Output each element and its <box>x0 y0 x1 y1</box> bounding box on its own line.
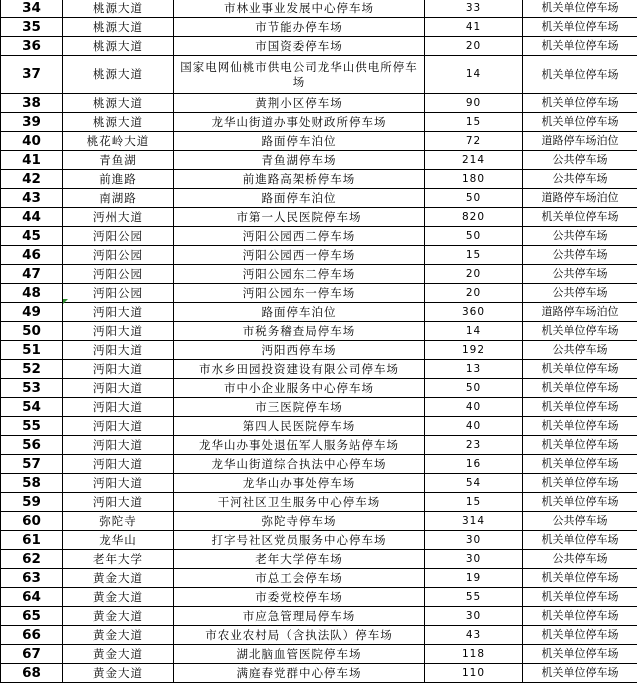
row-number-cell[interactable]: 51 <box>1 341 63 360</box>
parking-type-cell[interactable]: 公共停车场 <box>523 341 637 360</box>
road-cell[interactable]: 沔阳大道 <box>63 436 174 455</box>
road-cell[interactable]: 沔阳大道 <box>63 417 174 436</box>
parking-name-cell[interactable]: 干河社区卫生服务中心停车场 <box>174 493 425 512</box>
road-cell[interactable]: 沔阳公园 <box>63 246 174 265</box>
parking-type-cell[interactable]: 机关单位停车场 <box>523 569 637 588</box>
space-count-cell[interactable]: 214 <box>425 151 523 170</box>
parking-type-cell[interactable]: 机关单位停车场 <box>523 113 637 132</box>
row-number-cell[interactable]: 64 <box>1 588 63 607</box>
table-row <box>1 341 637 360</box>
row-number-cell[interactable]: 42 <box>1 170 63 189</box>
parking-name-cell[interactable]: 路面停车泊位 <box>174 132 425 151</box>
parking-type-cell[interactable]: 机关单位停车场 <box>523 645 637 664</box>
row-number-cell[interactable]: 50 <box>1 322 63 341</box>
road-cell[interactable]: 龙华山 <box>63 531 174 550</box>
row-number-cell[interactable]: 52 <box>1 360 63 379</box>
table-row <box>1 436 637 455</box>
parking-type-cell[interactable]: 机关单位停车场 <box>523 360 637 379</box>
row-number-cell[interactable]: 37 <box>1 56 63 94</box>
row-number-cell[interactable]: 56 <box>1 436 63 455</box>
row-number-cell[interactable]: 60 <box>1 512 63 531</box>
road-cell[interactable]: 黄金大道 <box>63 626 174 645</box>
table-row <box>1 170 637 189</box>
row-number-cell[interactable]: 49 <box>1 303 63 322</box>
row-number-cell[interactable]: 61 <box>1 531 63 550</box>
space-count-cell[interactable]: 180 <box>425 170 523 189</box>
space-count-cell[interactable]: 50 <box>425 189 523 208</box>
table-row <box>1 208 637 227</box>
row-number-cell[interactable]: 63 <box>1 569 63 588</box>
parking-name-cell[interactable]: 沔阳西停车场 <box>174 341 425 360</box>
space-count-cell[interactable]: 40 <box>425 417 523 436</box>
parking-type-cell[interactable]: 机关单位停车场 <box>523 436 637 455</box>
table-row <box>1 379 637 398</box>
table-row <box>1 113 637 132</box>
parking-name-cell[interactable]: 市农业农村局（含执法队）停车场 <box>174 626 425 645</box>
space-count-cell[interactable]: 23 <box>425 436 523 455</box>
table-row <box>1 493 637 512</box>
road-cell[interactable]: 沔阳公园 <box>63 284 174 303</box>
parking-name-cell[interactable]: 沔阳公园东一停车场 <box>174 284 425 303</box>
parking-name-cell[interactable]: 打字号社区党员服务中心停车场 <box>174 531 425 550</box>
row-number-cell[interactable]: 65 <box>1 607 63 626</box>
road-cell[interactable]: 沔阳大道 <box>63 398 174 417</box>
table-row <box>1 664 637 683</box>
parking-name-cell[interactable]: 市节能办停车场 <box>174 18 425 37</box>
parking-name-cell[interactable]: 市国资委停车场 <box>174 37 425 56</box>
road-cell[interactable]: 弥陀寺 <box>63 512 174 531</box>
parking-name-cell[interactable]: 龙华山街道办事处财政所停车场 <box>174 113 425 132</box>
table-row <box>1 607 637 626</box>
parking-type-cell[interactable]: 机关单位停车场 <box>523 398 637 417</box>
road-cell[interactable]: 南湖路 <box>63 189 174 208</box>
space-count-cell[interactable]: 20 <box>425 265 523 284</box>
road-cell[interactable]: 桃源大道 <box>63 0 174 18</box>
row-number-cell[interactable]: 44 <box>1 208 63 227</box>
parking-name-cell[interactable]: 弥陀寺停车场 <box>174 512 425 531</box>
road-cell[interactable]: 黄金大道 <box>63 569 174 588</box>
parking-name-cell[interactable]: 沔阳公园西一停车场 <box>174 246 425 265</box>
table-row <box>1 531 637 550</box>
table-row <box>1 512 637 531</box>
parking-name-cell[interactable]: 第四人民医院停车场 <box>174 417 425 436</box>
parking-name-cell[interactable]: 市三医院停车场 <box>174 398 425 417</box>
space-count-cell[interactable]: 20 <box>425 37 523 56</box>
table-row <box>1 56 637 94</box>
row-number-cell[interactable]: 41 <box>1 151 63 170</box>
parking-type-cell[interactable]: 机关单位停车场 <box>523 94 637 113</box>
table-row <box>1 18 637 37</box>
table-row <box>1 0 637 18</box>
parking-type-cell[interactable]: 公共停车场 <box>523 512 637 531</box>
road-cell[interactable]: 老年大学 <box>63 550 174 569</box>
parking-type-cell[interactable]: 道路停车场泊位 <box>523 132 637 151</box>
road-cell[interactable]: 桃源大道 <box>63 94 174 113</box>
parking-type-cell[interactable]: 机关单位停车场 <box>523 18 637 37</box>
parking-type-cell[interactable]: 机关单位停车场 <box>523 37 637 56</box>
road-cell[interactable]: 桃花岭大道 <box>63 132 174 151</box>
parking-type-cell[interactable]: 机关单位停车场 <box>523 208 637 227</box>
table-row <box>1 550 637 569</box>
parking-type-cell[interactable]: 机关单位停车场 <box>523 531 637 550</box>
parking-type-cell[interactable]: 机关单位停车场 <box>523 56 637 94</box>
space-count-cell[interactable]: 40 <box>425 398 523 417</box>
road-cell[interactable]: 沔阳大道 <box>63 474 174 493</box>
parking-type-cell[interactable]: 道路停车场泊位 <box>523 303 637 322</box>
space-count-cell[interactable]: 820 <box>425 208 523 227</box>
road-cell[interactable]: 桃源大道 <box>63 18 174 37</box>
parking-type-cell[interactable]: 公共停车场 <box>523 170 637 189</box>
table-row <box>1 626 637 645</box>
parking-type-cell[interactable]: 机关单位停车场 <box>523 588 637 607</box>
parking-type-cell[interactable]: 公共停车场 <box>523 227 637 246</box>
row-number-cell[interactable]: 47 <box>1 265 63 284</box>
row-number-cell[interactable]: 59 <box>1 493 63 512</box>
row-number-cell[interactable]: 35 <box>1 18 63 37</box>
space-count-cell[interactable]: 20 <box>425 284 523 303</box>
table-row <box>1 588 637 607</box>
parking-type-cell[interactable]: 机关单位停车场 <box>523 664 637 683</box>
table-row <box>1 417 637 436</box>
space-count-cell[interactable]: 30 <box>425 607 523 626</box>
space-count-cell[interactable]: 41 <box>425 18 523 37</box>
cell-comment-marker <box>63 299 68 304</box>
space-count-cell[interactable]: 110 <box>425 664 523 683</box>
road-cell[interactable]: 沔阳公园 <box>63 265 174 284</box>
row-number-cell[interactable]: 48 <box>1 284 63 303</box>
road-cell[interactable]: 沔阳大道 <box>63 455 174 474</box>
table-row <box>1 94 637 113</box>
road-cell[interactable]: 沔阳大道 <box>63 303 174 322</box>
space-count-cell[interactable]: 13 <box>425 360 523 379</box>
parking-type-cell[interactable]: 公共停车场 <box>523 246 637 265</box>
road-cell[interactable]: 黄金大道 <box>63 588 174 607</box>
parking-name-cell[interactable]: 龙华山街道综合执法中心停车场 <box>174 455 425 474</box>
road-cell[interactable]: 桃源大道 <box>63 37 174 56</box>
parking-name-cell[interactable]: 老年大学停车场 <box>174 550 425 569</box>
road-cell[interactable]: 沔州大道 <box>63 208 174 227</box>
parking-name-cell[interactable]: 青鱼湖停车场 <box>174 151 425 170</box>
parking-type-cell[interactable]: 道路停车场泊位 <box>523 189 637 208</box>
row-number-cell[interactable]: 46 <box>1 246 63 265</box>
parking-name-cell[interactable]: 前進路高架桥停车场 <box>174 170 425 189</box>
parking-type-cell[interactable]: 公共停车场 <box>523 284 637 303</box>
road-cell[interactable]: 沔阳大道 <box>63 493 174 512</box>
table-row <box>1 474 637 493</box>
road-cell[interactable]: 桃源大道 <box>63 56 174 94</box>
road-cell[interactable]: 沔阳大道 <box>63 379 174 398</box>
table-row <box>1 360 637 379</box>
space-count-cell[interactable]: 14 <box>425 322 523 341</box>
parking-name-cell[interactable]: 沔阳公园西二停车场 <box>174 227 425 246</box>
space-count-cell[interactable]: 16 <box>425 455 523 474</box>
road-cell[interactable]: 黄金大道 <box>63 664 174 683</box>
parking-name-cell[interactable]: 路面停车泊位 <box>174 303 425 322</box>
row-number-cell[interactable]: 54 <box>1 398 63 417</box>
parking-type-cell[interactable]: 机关单位停车场 <box>523 455 637 474</box>
space-count-cell[interactable]: 19 <box>425 569 523 588</box>
row-number-cell[interactable]: 55 <box>1 417 63 436</box>
road-cell[interactable]: 沔阳公园 <box>63 227 174 246</box>
space-count-cell[interactable]: 118 <box>425 645 523 664</box>
parking-type-cell[interactable]: 公共停车场 <box>523 265 637 284</box>
space-count-cell[interactable]: 33 <box>425 0 523 18</box>
space-count-cell[interactable]: 72 <box>425 132 523 151</box>
space-count-cell[interactable]: 360 <box>425 303 523 322</box>
row-number-cell[interactable]: 39 <box>1 113 63 132</box>
parking-name-cell[interactable]: 龙华山办事处停车场 <box>174 474 425 493</box>
parking-type-cell[interactable]: 机关单位停车场 <box>523 607 637 626</box>
row-number-cell[interactable]: 45 <box>1 227 63 246</box>
row-number-cell[interactable]: 34 <box>1 0 63 18</box>
table-row <box>1 284 637 303</box>
space-count-cell[interactable]: 43 <box>425 626 523 645</box>
parking-type-cell[interactable]: 机关单位停车场 <box>523 417 637 436</box>
parking-name-cell[interactable]: 沔阳公园东二停车场 <box>174 265 425 284</box>
space-count-cell[interactable]: 30 <box>425 531 523 550</box>
parking-name-cell[interactable]: 市林业事业发展中心停车场 <box>174 0 425 18</box>
space-count-cell[interactable]: 15 <box>425 246 523 265</box>
parking-name-cell[interactable]: 黄荆小区停车场 <box>174 94 425 113</box>
parking-name-cell[interactable]: 市应急管理局停车场 <box>174 607 425 626</box>
table-row <box>1 37 637 56</box>
parking-type-cell[interactable]: 机关单位停车场 <box>523 493 637 512</box>
road-cell[interactable]: 前進路 <box>63 170 174 189</box>
parking-name-cell[interactable]: 路面停车泊位 <box>174 189 425 208</box>
parking-type-cell[interactable]: 机关单位停车场 <box>523 626 637 645</box>
table-row <box>1 645 637 664</box>
parking-type-cell[interactable]: 公共停车场 <box>523 550 637 569</box>
parking-name-cell[interactable]: 市中小企业服务中心停车场 <box>174 379 425 398</box>
road-cell[interactable]: 沔阳大道 <box>63 341 174 360</box>
row-number-cell[interactable]: 57 <box>1 455 63 474</box>
parking-name-cell[interactable]: 市税务稽查局停车场 <box>174 322 425 341</box>
table-row <box>1 132 637 151</box>
table-row <box>1 455 637 474</box>
parking-name-cell[interactable]: 市水乡田园投资建设有限公司停车场 <box>174 360 425 379</box>
row-number-cell[interactable]: 66 <box>1 626 63 645</box>
row-number-cell[interactable]: 53 <box>1 379 63 398</box>
space-count-cell[interactable]: 15 <box>425 493 523 512</box>
table-row <box>1 189 637 208</box>
parking-name-cell[interactable]: 满庭春党群中心停车场 <box>174 664 425 683</box>
table-row <box>1 398 637 417</box>
road-cell[interactable]: 黄金大道 <box>63 607 174 626</box>
space-count-cell[interactable]: 50 <box>425 379 523 398</box>
row-number-cell[interactable]: 62 <box>1 550 63 569</box>
space-count-cell[interactable]: 15 <box>425 113 523 132</box>
parking-type-cell[interactable]: 公共停车场 <box>523 151 637 170</box>
parking-name-cell[interactable]: 市委党校停车场 <box>174 588 425 607</box>
row-number-cell[interactable]: 40 <box>1 132 63 151</box>
parking-type-cell[interactable]: 机关单位停车场 <box>523 474 637 493</box>
space-count-cell[interactable]: 90 <box>425 94 523 113</box>
table-row <box>1 227 637 246</box>
road-cell[interactable]: 青鱼湖 <box>63 151 174 170</box>
row-number-cell[interactable]: 58 <box>1 474 63 493</box>
table-row <box>1 151 637 170</box>
table-row <box>1 265 637 284</box>
row-number-cell[interactable]: 36 <box>1 37 63 56</box>
parking-name-cell[interactable]: 国家电网仙桃市供电公司龙华山供电所停车场 <box>174 56 425 94</box>
space-count-cell[interactable]: 54 <box>425 474 523 493</box>
space-count-cell[interactable]: 50 <box>425 227 523 246</box>
parking-name-cell[interactable]: 湖北脑血管医院停车场 <box>174 645 425 664</box>
space-count-cell[interactable]: 192 <box>425 341 523 360</box>
row-number-cell[interactable]: 38 <box>1 94 63 113</box>
space-count-cell[interactable]: 30 <box>425 550 523 569</box>
road-cell[interactable]: 沔阳大道 <box>63 322 174 341</box>
row-number-cell[interactable]: 68 <box>1 664 63 683</box>
parking-type-cell[interactable]: 机关单位停车场 <box>523 0 637 18</box>
row-number-cell[interactable]: 43 <box>1 189 63 208</box>
space-count-cell[interactable]: 55 <box>425 588 523 607</box>
parking-type-cell[interactable]: 机关单位停车场 <box>523 379 637 398</box>
table-row <box>1 322 637 341</box>
parking-name-cell[interactable]: 市总工会停车场 <box>174 569 425 588</box>
space-count-cell[interactable]: 14 <box>425 56 523 94</box>
table-body <box>1 0 637 683</box>
road-cell[interactable]: 黄金大道 <box>63 645 174 664</box>
table-row <box>1 246 637 265</box>
road-cell[interactable]: 沔阳大道 <box>63 360 174 379</box>
space-count-cell[interactable]: 314 <box>425 512 523 531</box>
table-row <box>1 569 637 588</box>
parking-name-cell[interactable]: 龙华山办事处退伍军人服务站停车场 <box>174 436 425 455</box>
table-row <box>1 303 637 322</box>
parking-type-cell[interactable]: 机关单位停车场 <box>523 322 637 341</box>
row-number-cell[interactable]: 67 <box>1 645 63 664</box>
parking-name-cell[interactable]: 市第一人民医院停车场 <box>174 208 425 227</box>
road-cell[interactable]: 桃源大道 <box>63 113 174 132</box>
